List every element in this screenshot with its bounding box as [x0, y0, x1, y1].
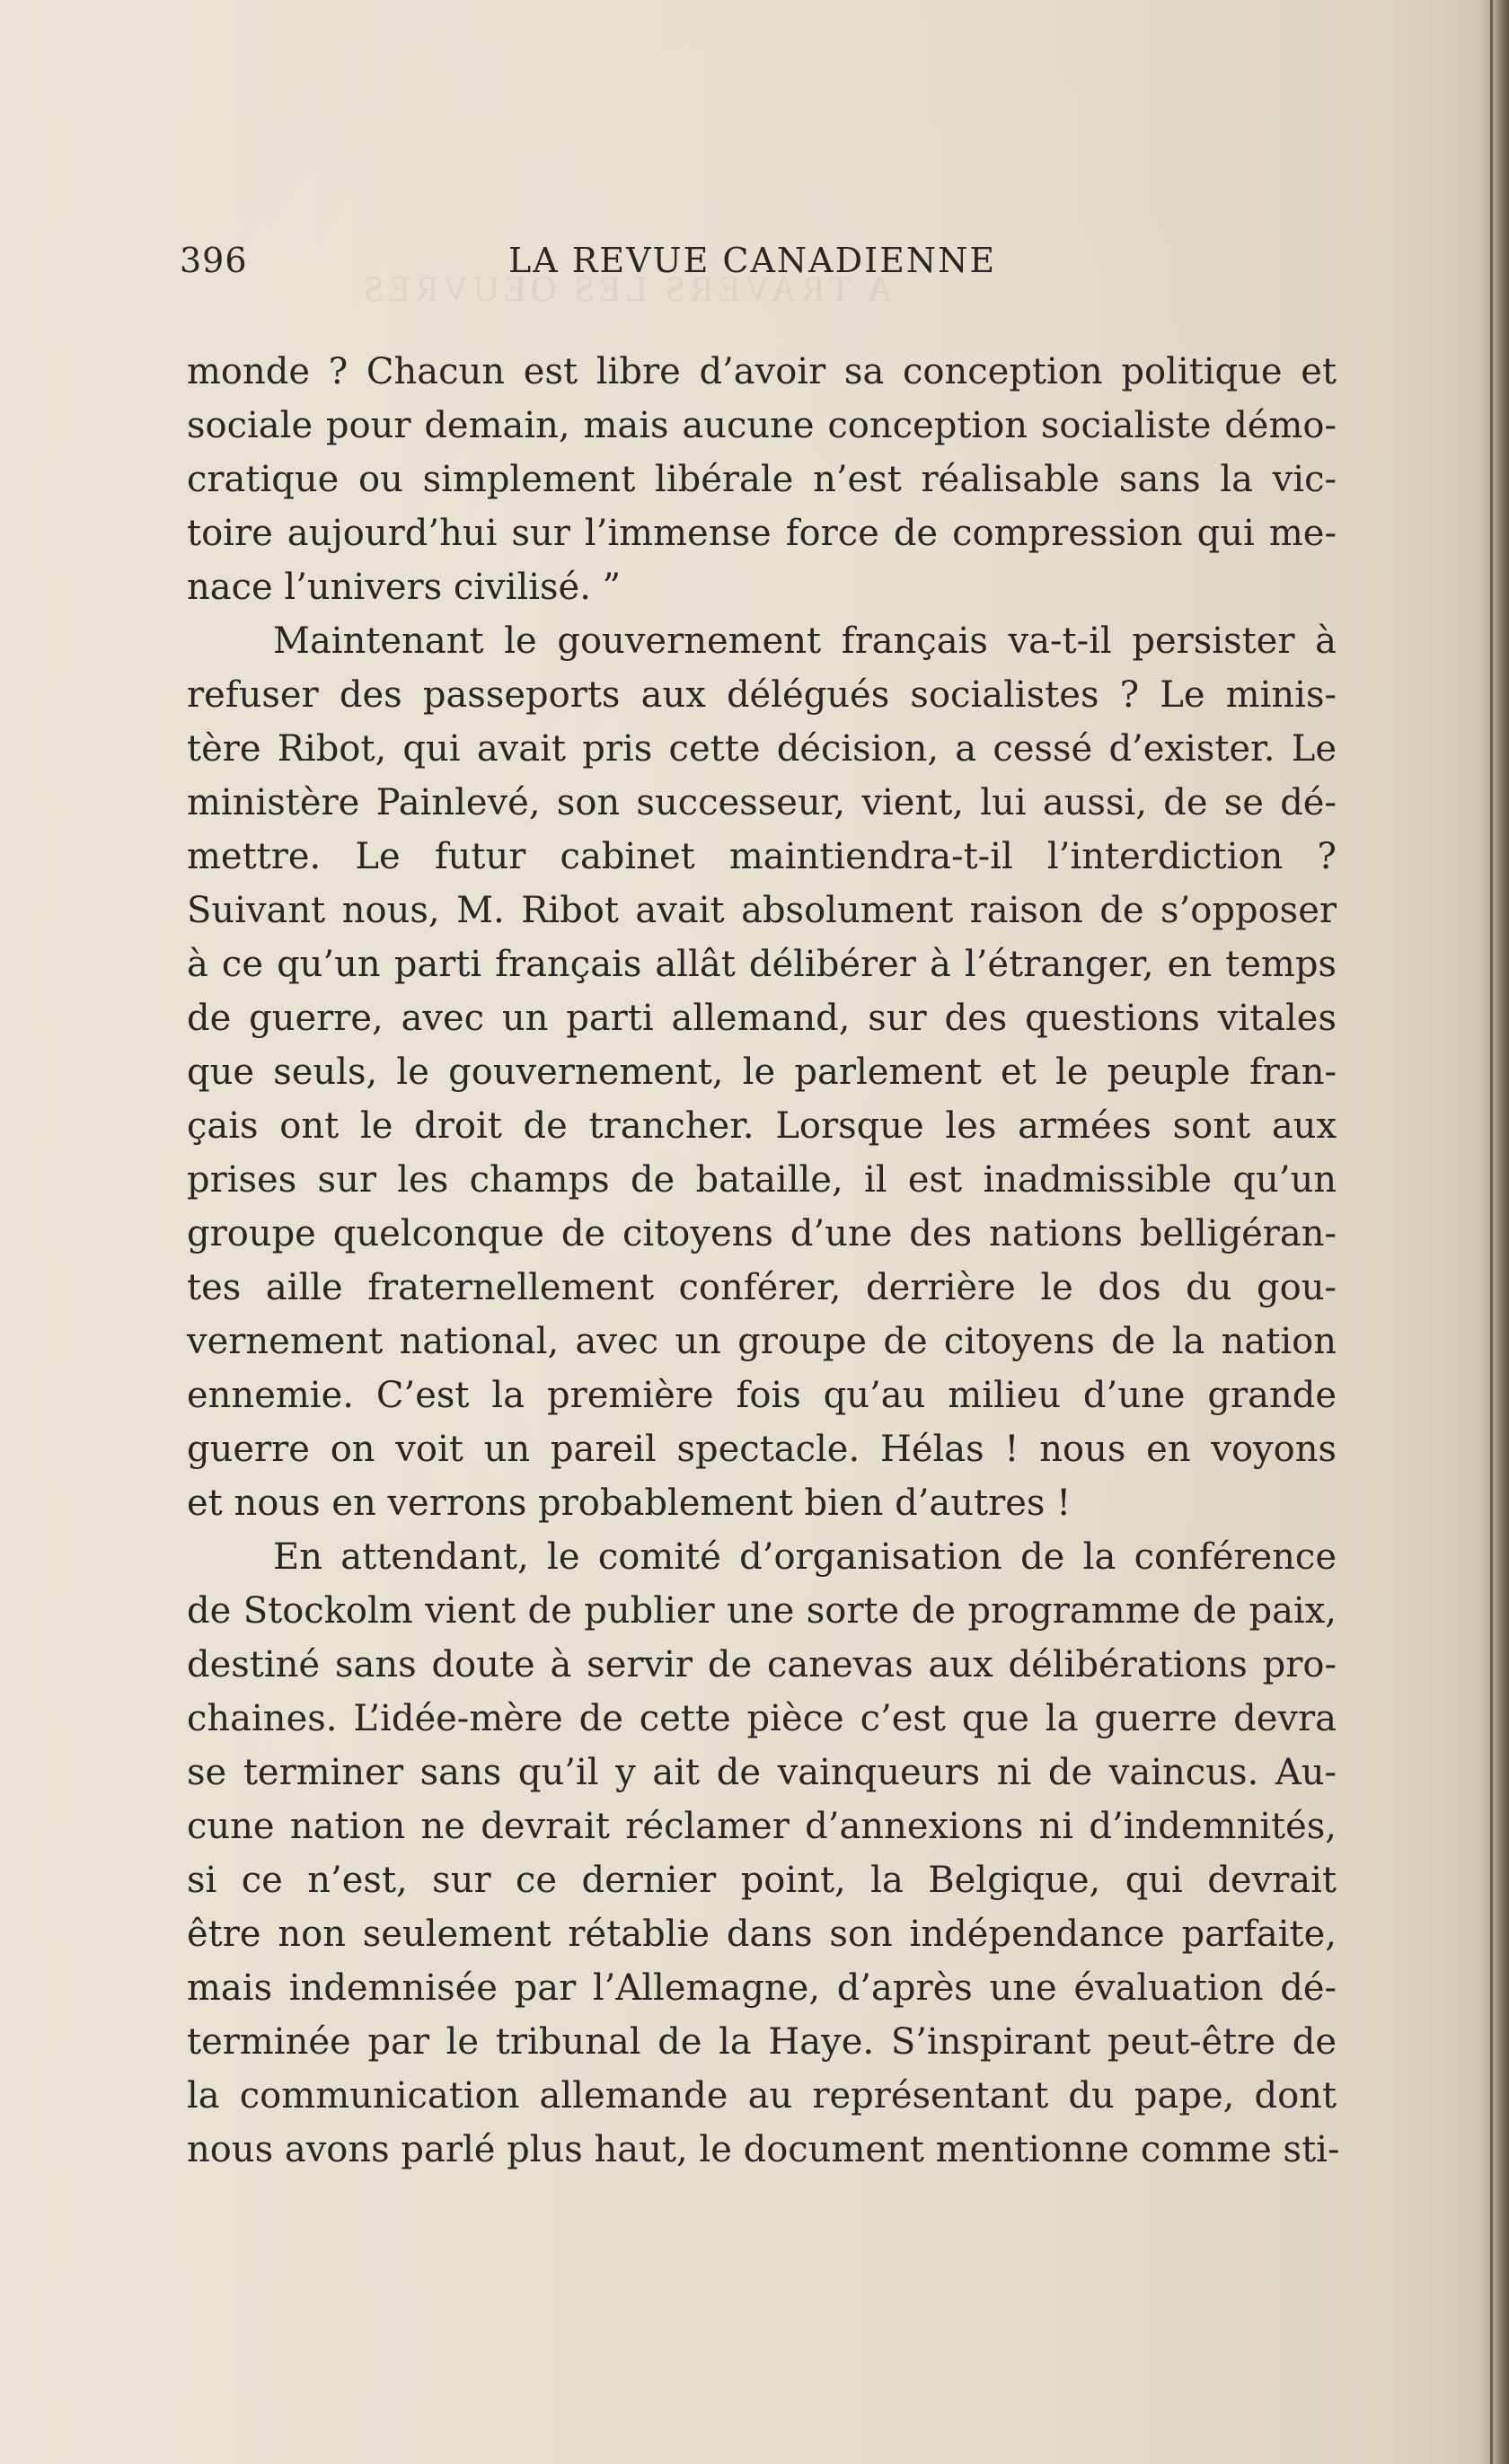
text-line: terminée par le tribunal de la Haye. S’inspirant peut-être de: [187, 2021, 1337, 2063]
text-line: tère Ribot, qui avait pris cette décision, a cessé d’exister. Le: [187, 728, 1337, 770]
page-header: [180, 241, 1338, 286]
text-line: nace l’univers civilisé. ”: [187, 567, 622, 608]
running-title: LA REVUE CANADIENNE: [508, 241, 997, 280]
text-line: tes aille fraternellement conférer, derrière le dos du gou-: [187, 1267, 1337, 1308]
text-line: cratique ou simplement libérale n’est réalisable sans la vic-: [187, 459, 1337, 500]
text-line: groupe quelconque de citoyens d’une des nations belligéran-: [187, 1213, 1337, 1254]
body-text: [187, 345, 1340, 2177]
text-line: mettre. Le futur cabinet maintiendra-t-il l’interdiction ?: [187, 836, 1337, 877]
text-line: de Stockolm vient de publier une sorte de programme de paix,: [187, 1590, 1337, 1632]
text-line: vernement national, avec un groupe de citoyens de la nation: [187, 1321, 1337, 1362]
text-line: mais indemnisée par l’Allemagne, d’après une évaluation dé-: [187, 1967, 1337, 2009]
show-through-text: A TRAVERS LES OEUVRES: [359, 268, 893, 309]
text-line: Suivant nous, M. Ribot avait absolument raison de s’opposer: [187, 890, 1337, 931]
text-line: Maintenant le gouvernement français va-t-il persister à: [273, 620, 1337, 662]
text-line: çais ont le droit de trancher. Lorsque les armées sont aux: [187, 1105, 1337, 1147]
text-line: ministère Painlevé, son successeur, vient, lui aussi, de se dé-: [187, 782, 1337, 823]
text-line: cune nation ne devrait réclamer d’annexions ni d’indemnités,: [187, 1806, 1337, 1847]
text-line: destiné sans doute à servir de canevas aux délibérations pro-: [187, 1644, 1337, 1685]
binding-shadow: [1478, 0, 1509, 2464]
text-line: et nous en verrons probablement bien d’autres !: [187, 1483, 1072, 1524]
text-line: à ce qu’un parti français allât délibérer à l’étranger, en temps: [187, 944, 1337, 985]
text-line: si ce n’est, sur ce dernier point, la Belgique, qui devrait: [187, 1860, 1337, 1901]
text-line: chaines. L’idée-mère de cette pièce c’est que la guerre devra: [187, 1698, 1337, 1739]
page-edge-line: [1490, 0, 1493, 2464]
page-number: 396: [180, 241, 248, 280]
text-line: refuser des passeports aux délégués socialistes ? Le minis-: [187, 674, 1337, 716]
text-line: de guerre, avec un parti allemand, sur des questions vitales: [187, 998, 1337, 1039]
text-line: En attendant, le comité d’organisation de la conférence: [273, 1536, 1337, 1578]
text-line: nous avons parlé plus haut, le document mentionne comme sti-: [187, 2129, 1340, 2170]
text-line: monde ? Chacun est libre d’avoir sa conception politique et: [187, 351, 1337, 392]
text-line: ennemie. C’est la première fois qu’au milieu d’une grande: [187, 1375, 1337, 1416]
text-line: prises sur les champs de bataille, il est inadmissible qu’un: [187, 1159, 1337, 1201]
text-line: se terminer sans qu’il y ait de vainqueurs ni de vaincus. Au-: [187, 1752, 1337, 1793]
text-line: que seuls, le gouvernement, le parlement et le peuple fran-: [187, 1052, 1337, 1093]
text-line: guerre on voit un pareil spectacle. Hélas ! nous en voyons: [187, 1429, 1337, 1470]
text-line: sociale pour demain, mais aucune conception socialiste démo-: [187, 405, 1337, 446]
text-line: être non seulement rétablie dans son indépendance parfaite,: [187, 1914, 1337, 1955]
text-line: toire aujourd’hui sur l’immense force de compression qui me-: [187, 513, 1337, 554]
text-line: la communication allemande au représentant du pape, dont: [187, 2075, 1337, 2116]
